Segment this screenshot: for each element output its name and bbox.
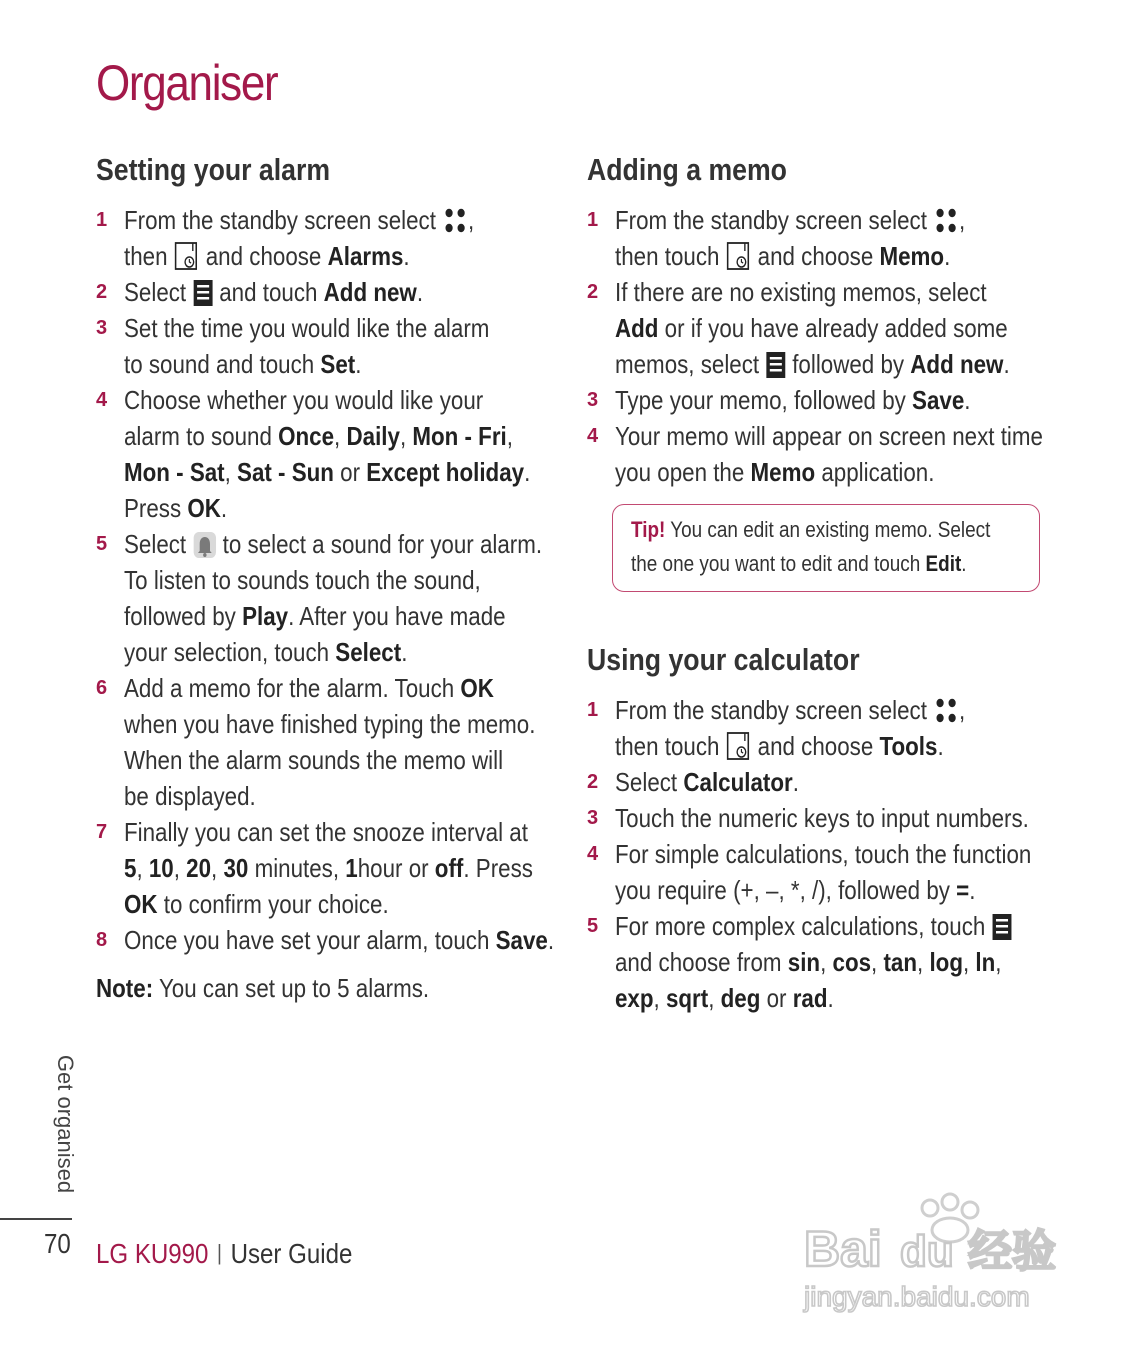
calculator-step-1 — [587, 692, 1057, 764]
page-title: Organiser — [96, 55, 278, 111]
step-number: 5 — [96, 533, 108, 555]
calculator-step-2 — [587, 764, 1057, 800]
step-number: 2 — [587, 771, 599, 793]
step-line: If there are no existing memos, select — [615, 277, 987, 307]
calculator-step-4 — [587, 836, 1057, 908]
step-line: Type your memo, followed by Save. — [615, 385, 971, 415]
step-number: 4 — [587, 843, 599, 865]
step-line: exp, sqrt, deg or rad. — [615, 983, 834, 1013]
memo-step-4 — [587, 418, 1057, 490]
step-line: Add or if you have already added some — [615, 313, 1008, 343]
footer-brand: LG KU990 — [96, 1238, 209, 1269]
step-number: 5 — [587, 915, 599, 937]
step-line: Select and touch Add new. — [124, 277, 424, 307]
memo-steps — [587, 202, 1057, 490]
step-line: Select Calculator. — [615, 767, 799, 797]
step-line: OK to confirm your choice. — [124, 889, 389, 919]
organiser-icon — [726, 731, 752, 761]
step-number: 1 — [587, 209, 599, 231]
step-line: Choose whether you would like your — [124, 385, 484, 415]
footer — [96, 1238, 352, 1270]
watermark-url: jingyan.baidu.com — [804, 1281, 1030, 1312]
step-line: Mon - Sat, Sat - Sun or Except holiday. — [124, 457, 531, 487]
alarm-section-title: Setting your alarm — [96, 152, 331, 187]
step-line: alarm to sound Once, Daily, Mon - Fri, — [124, 421, 513, 451]
step-line: From the standby screen select , — [615, 205, 966, 235]
side-divider — [0, 1218, 72, 1220]
calculator-step-5 — [587, 908, 1057, 1016]
step-line: Once you have set your alarm, touch Save. — [124, 925, 555, 955]
step-line: Your memo will appear on screen next time — [615, 421, 1043, 451]
step-number: 2 — [587, 281, 599, 303]
calculator-step-3 — [587, 800, 1057, 836]
memo-section — [587, 150, 1057, 592]
alarm-note — [96, 970, 500, 1006]
step-line: to sound and touch Set. — [124, 349, 362, 379]
alarm-step-6 — [96, 670, 566, 814]
organiser-icon — [174, 241, 200, 271]
tip-line: Tip! You can edit an existing memo. Select — [631, 517, 991, 542]
step-line: when you have finished typing the memo. — [124, 709, 536, 739]
step-line: Press OK. — [124, 493, 228, 523]
menu-dots-icon — [933, 207, 959, 235]
step-line: be displayed. — [124, 781, 256, 811]
calculator-section — [587, 640, 1057, 1016]
options-menu-icon — [765, 351, 786, 379]
tip-label: Tip! — [631, 517, 666, 542]
step-number: 2 — [96, 281, 108, 303]
watermark-du: du — [900, 1227, 954, 1276]
step-line: For more complex calculations, touch — [615, 908, 995, 944]
step-line: 5, 10, 20, 30 minutes, 1hour or off. Press — [124, 853, 533, 883]
step-line: When the alarm sounds the memo will — [124, 745, 504, 775]
page-number: 70 — [44, 1228, 71, 1259]
footer-separator: | — [217, 1240, 222, 1265]
side-tab — [40, 1056, 80, 1206]
calculator-section-title: Using your calculator — [587, 642, 860, 677]
options-menu-icon — [192, 279, 213, 307]
calculator-steps — [587, 692, 1057, 1016]
step-number: 7 — [96, 821, 108, 843]
footer-guide-label: User Guide — [230, 1238, 353, 1269]
alarm-step-4 — [96, 382, 566, 526]
step-number: 1 — [587, 699, 599, 721]
alarm-step-3 — [96, 310, 566, 382]
step-line: you open the Memo application. — [615, 457, 935, 487]
memo-step-3 — [587, 382, 1057, 418]
step-line: Select to select a sound for your alarm. — [124, 529, 543, 559]
step-line: and choose from sin, cos, tan, log, ln, — [615, 947, 1002, 977]
step-line: you require (+, –, *, /), followed by =. — [615, 875, 976, 905]
alarm-steps — [96, 202, 566, 958]
baidu-watermark — [800, 1188, 1070, 1318]
watermark-brand: Bai — [804, 1221, 882, 1277]
step-number: 1 — [96, 209, 108, 231]
memo-section-title: Adding a memo — [587, 152, 787, 187]
note-label: Note: — [96, 973, 154, 1003]
step-line: followed by Play. After you have made — [124, 601, 506, 631]
step-number: 4 — [587, 425, 599, 447]
step-number: 8 — [96, 929, 108, 951]
step-line: your selection, touch Select. — [124, 637, 408, 667]
step-line: Finally you can set the snooze interval at — [124, 817, 528, 847]
organiser-icon — [726, 241, 752, 271]
step-line: memos, select followed by Add new. — [615, 349, 1010, 379]
side-tab-label: Get organised — [53, 1054, 78, 1194]
step-line: then touch and choose Memo. — [615, 241, 951, 271]
step-line: Set the time you would like the alarm — [124, 313, 490, 343]
step-line: then and choose Alarms. — [124, 241, 410, 271]
menu-dots-icon — [933, 697, 959, 725]
step-line: To listen to sounds touch the sound, — [124, 565, 481, 595]
step-line: For simple calculations, touch the function — [615, 839, 1032, 869]
step-number: 4 — [96, 389, 108, 411]
options-menu-icon — [992, 913, 1013, 941]
tip-line: the one you want to edit and touch Edit. — [631, 551, 967, 576]
step-line: From the standby screen select , — [615, 695, 966, 725]
menu-dots-icon — [442, 207, 468, 235]
alarm-step-7 — [96, 814, 566, 922]
step-number: 3 — [587, 807, 599, 829]
alarm-step-8 — [96, 922, 566, 958]
memo-step-1 — [587, 202, 1057, 274]
step-line: Add a memo for the alarm. Touch OK — [124, 673, 494, 703]
memo-step-2 — [587, 274, 1057, 382]
alarm-section — [96, 150, 566, 1006]
tip-box — [612, 504, 1040, 592]
step-number: 6 — [96, 677, 108, 699]
alarm-step-1 — [96, 202, 566, 274]
step-number: 3 — [96, 317, 108, 339]
note-text: You can set up to 5 alarms. — [153, 973, 430, 1003]
alarm-step-5 — [96, 526, 566, 670]
step-number: 3 — [587, 389, 599, 411]
watermark-chinese: 经验 — [968, 1226, 1056, 1277]
step-line: From the standby screen select , — [124, 205, 475, 235]
alarm-step-2 — [96, 274, 566, 310]
step-line: Touch the numeric keys to input numbers. — [615, 803, 1029, 833]
step-line: then touch and choose Tools. — [615, 731, 944, 761]
bell-icon — [192, 531, 216, 559]
